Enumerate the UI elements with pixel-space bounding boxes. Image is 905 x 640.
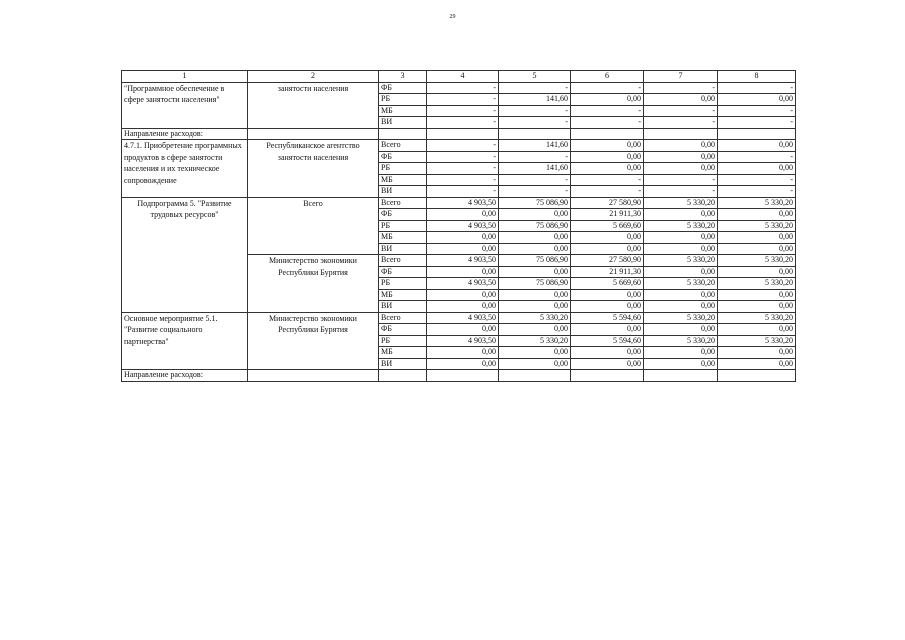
- value-cell: 5 330,20: [718, 255, 796, 267]
- value-cell: 0,00: [644, 94, 718, 106]
- value-cell: 5 330,20: [718, 312, 796, 324]
- executor-cell: занятости населения: [248, 82, 379, 128]
- value-cell: -: [644, 174, 718, 186]
- value-cell: 0,00: [718, 347, 796, 359]
- header-row: [122, 71, 796, 83]
- value-cell: -: [644, 117, 718, 129]
- value-cell: 0,00: [644, 324, 718, 336]
- funding-source-cell: ФБ: [379, 266, 427, 278]
- table-row: [122, 82, 796, 94]
- funding-source-cell: РБ: [379, 335, 427, 347]
- value-cell: -: [427, 105, 499, 117]
- header-cell: 3: [379, 71, 427, 83]
- table-row: [122, 312, 796, 324]
- value-cell: 0,00: [499, 324, 571, 336]
- empty-cell: [499, 370, 571, 382]
- value-cell: -: [571, 82, 644, 94]
- value-cell: 0,00: [644, 151, 718, 163]
- value-cell: 5 330,20: [499, 312, 571, 324]
- funding-source-cell: ФБ: [379, 324, 427, 336]
- value-cell: 5 330,20: [718, 197, 796, 209]
- value-cell: 0,00: [718, 289, 796, 301]
- executor-cell: Министерство экономики Республики Бурятия: [248, 312, 379, 370]
- program-name-cell: "Программное обеспечение в сфере занятости населения": [122, 82, 248, 128]
- value-cell: 0,00: [718, 243, 796, 255]
- value-cell: 0,00: [427, 243, 499, 255]
- value-cell: 5 330,20: [499, 335, 571, 347]
- value-cell: 0,00: [644, 347, 718, 359]
- funding-source-cell: ВИ: [379, 186, 427, 198]
- value-cell: 0,00: [427, 232, 499, 244]
- empty-cell: [427, 370, 499, 382]
- value-cell: -: [644, 82, 718, 94]
- funding-source-cell: МБ: [379, 232, 427, 244]
- value-cell: 0,00: [427, 347, 499, 359]
- value-cell: -: [718, 117, 796, 129]
- funding-source-cell: ФБ: [379, 209, 427, 221]
- value-cell: 75 086,90: [499, 220, 571, 232]
- funding-source-cell: ВИ: [379, 358, 427, 370]
- header-cell: 8: [718, 71, 796, 83]
- value-cell: 4 903,50: [427, 278, 499, 290]
- value-cell: -: [571, 186, 644, 198]
- value-cell: -: [571, 117, 644, 129]
- funding-source-cell: ФБ: [379, 151, 427, 163]
- value-cell: 0,00: [644, 301, 718, 313]
- value-cell: 4 903,50: [427, 335, 499, 347]
- value-cell: 0,00: [499, 289, 571, 301]
- value-cell: -: [427, 117, 499, 129]
- funding-source-cell: РБ: [379, 220, 427, 232]
- funding-source-cell: РБ: [379, 278, 427, 290]
- value-cell: 0,00: [499, 301, 571, 313]
- value-cell: 0,00: [499, 266, 571, 278]
- funding-source-cell: Всего: [379, 312, 427, 324]
- value-cell: 27 580,90: [571, 197, 644, 209]
- value-cell: -: [427, 82, 499, 94]
- value-cell: -: [718, 82, 796, 94]
- value-cell: -: [427, 140, 499, 152]
- page-number: 29: [449, 14, 456, 20]
- empty-cell: [499, 128, 571, 140]
- value-cell: 0,00: [499, 243, 571, 255]
- value-cell: 0,00: [571, 140, 644, 152]
- expense-direction-label: Направление расходов:: [122, 128, 248, 140]
- value-cell: 0,00: [427, 358, 499, 370]
- funding-source-cell: МБ: [379, 174, 427, 186]
- value-cell: 0,00: [644, 209, 718, 221]
- value-cell: 5 330,20: [644, 255, 718, 267]
- value-cell: 0,00: [718, 232, 796, 244]
- executor-cell: Всего: [248, 197, 379, 255]
- value-cell: -: [499, 105, 571, 117]
- value-cell: -: [427, 163, 499, 175]
- value-cell: 4 903,50: [427, 197, 499, 209]
- value-cell: 0,00: [499, 347, 571, 359]
- value-cell: 4 903,50: [427, 312, 499, 324]
- value-cell: -: [427, 151, 499, 163]
- header-cell: 7: [644, 71, 718, 83]
- funding-source-cell: РБ: [379, 163, 427, 175]
- header-cell: 2: [248, 71, 379, 83]
- value-cell: 0,00: [644, 140, 718, 152]
- value-cell: 5 330,20: [644, 278, 718, 290]
- funding-source-cell: Всего: [379, 197, 427, 209]
- value-cell: 21 911,30: [571, 209, 644, 221]
- funding-source-cell: МБ: [379, 289, 427, 301]
- value-cell: 0,00: [718, 301, 796, 313]
- value-cell: -: [499, 151, 571, 163]
- expense-direction-row: [122, 370, 796, 382]
- funding-source-cell: МБ: [379, 105, 427, 117]
- value-cell: -: [718, 105, 796, 117]
- value-cell: 0,00: [499, 209, 571, 221]
- value-cell: -: [718, 186, 796, 198]
- funding-source-cell: ВИ: [379, 243, 427, 255]
- value-cell: 27 580,90: [571, 255, 644, 267]
- empty-cell: [571, 128, 644, 140]
- value-cell: 5 330,20: [644, 220, 718, 232]
- value-cell: -: [571, 174, 644, 186]
- value-cell: -: [718, 151, 796, 163]
- funding-source-cell: МБ: [379, 347, 427, 359]
- header-cell: 1: [122, 71, 248, 83]
- value-cell: 0,00: [571, 301, 644, 313]
- value-cell: 75 086,90: [499, 278, 571, 290]
- value-cell: 5 669,60: [571, 220, 644, 232]
- program-name-cell: Основное мероприятие 5.1. "Развитие социального партнерства": [122, 312, 248, 370]
- value-cell: -: [644, 105, 718, 117]
- value-cell: -: [499, 174, 571, 186]
- value-cell: 0,00: [427, 266, 499, 278]
- funding-source-cell: Всего: [379, 140, 427, 152]
- value-cell: 0,00: [718, 358, 796, 370]
- value-cell: 0,00: [718, 163, 796, 175]
- value-cell: -: [427, 174, 499, 186]
- value-cell: 5 330,20: [718, 335, 796, 347]
- value-cell: 0,00: [718, 209, 796, 221]
- empty-cell: [718, 370, 796, 382]
- funding-source-cell: ВИ: [379, 301, 427, 313]
- empty-cell: [427, 128, 499, 140]
- value-cell: 0,00: [499, 358, 571, 370]
- header-cell: 6: [571, 71, 644, 83]
- value-cell: 5 330,20: [644, 335, 718, 347]
- value-cell: 5 594,60: [571, 335, 644, 347]
- expense-direction-label: Направление расходов:: [122, 370, 248, 382]
- table-row: [122, 197, 796, 209]
- header-cell: 4: [427, 71, 499, 83]
- value-cell: 0,00: [644, 266, 718, 278]
- value-cell: 4 903,50: [427, 255, 499, 267]
- value-cell: -: [499, 82, 571, 94]
- value-cell: 5 330,20: [644, 197, 718, 209]
- value-cell: 0,00: [644, 163, 718, 175]
- value-cell: 0,00: [571, 94, 644, 106]
- value-cell: 141,60: [499, 94, 571, 106]
- value-cell: 5 669,60: [571, 278, 644, 290]
- empty-cell: [379, 370, 427, 382]
- empty-cell: [644, 128, 718, 140]
- value-cell: 0,00: [644, 358, 718, 370]
- value-cell: 0,00: [571, 358, 644, 370]
- value-cell: -: [644, 186, 718, 198]
- value-cell: 5 330,20: [718, 220, 796, 232]
- funding-source-cell: ФБ: [379, 82, 427, 94]
- value-cell: 0,00: [571, 151, 644, 163]
- value-cell: 0,00: [427, 289, 499, 301]
- empty-cell: [248, 128, 379, 140]
- empty-cell: [644, 370, 718, 382]
- value-cell: 0,00: [571, 347, 644, 359]
- value-cell: -: [718, 174, 796, 186]
- funding-source-cell: ВИ: [379, 117, 427, 129]
- value-cell: 0,00: [644, 289, 718, 301]
- value-cell: 0,00: [571, 324, 644, 336]
- budget-table: [121, 70, 796, 382]
- funding-source-cell: Всего: [379, 255, 427, 267]
- value-cell: -: [427, 186, 499, 198]
- empty-cell: [718, 128, 796, 140]
- funding-source-cell: РБ: [379, 94, 427, 106]
- value-cell: 141,60: [499, 140, 571, 152]
- value-cell: 75 086,90: [499, 197, 571, 209]
- value-cell: 0,00: [571, 289, 644, 301]
- value-cell: 4 903,50: [427, 220, 499, 232]
- program-name-cell: Подпрограмма 5. "Развитие трудовых ресурсов": [122, 197, 248, 312]
- empty-cell: [248, 370, 379, 382]
- value-cell: 0,00: [644, 243, 718, 255]
- value-cell: 75 086,90: [499, 255, 571, 267]
- value-cell: 5 330,20: [644, 312, 718, 324]
- table-row: [122, 140, 796, 152]
- value-cell: 0,00: [499, 232, 571, 244]
- value-cell: 0,00: [718, 140, 796, 152]
- value-cell: 0,00: [571, 163, 644, 175]
- expense-direction-row: [122, 128, 796, 140]
- value-cell: 0,00: [718, 94, 796, 106]
- value-cell: -: [571, 105, 644, 117]
- value-cell: 141,60: [499, 163, 571, 175]
- value-cell: 0,00: [571, 243, 644, 255]
- value-cell: 0,00: [718, 324, 796, 336]
- header-cell: 5: [499, 71, 571, 83]
- value-cell: 0,00: [571, 232, 644, 244]
- empty-cell: [571, 370, 644, 382]
- value-cell: 0,00: [718, 266, 796, 278]
- value-cell: -: [499, 117, 571, 129]
- value-cell: 0,00: [644, 232, 718, 244]
- value-cell: 0,00: [427, 301, 499, 313]
- value-cell: 0,00: [427, 324, 499, 336]
- value-cell: -: [427, 94, 499, 106]
- value-cell: 5 330,20: [718, 278, 796, 290]
- value-cell: -: [499, 186, 571, 198]
- executor-cell: Республиканское агентство занятости населения: [248, 140, 379, 198]
- program-name-cell: 4.7.1. Приобретение программных продуктов в сфере занятости населения и их техническое сопровождение: [122, 140, 248, 198]
- empty-cell: [379, 128, 427, 140]
- value-cell: 0,00: [427, 209, 499, 221]
- executor-cell: Министерство экономики Республики Бурятия: [248, 255, 379, 313]
- value-cell: 5 594,60: [571, 312, 644, 324]
- value-cell: 21 911,30: [571, 266, 644, 278]
